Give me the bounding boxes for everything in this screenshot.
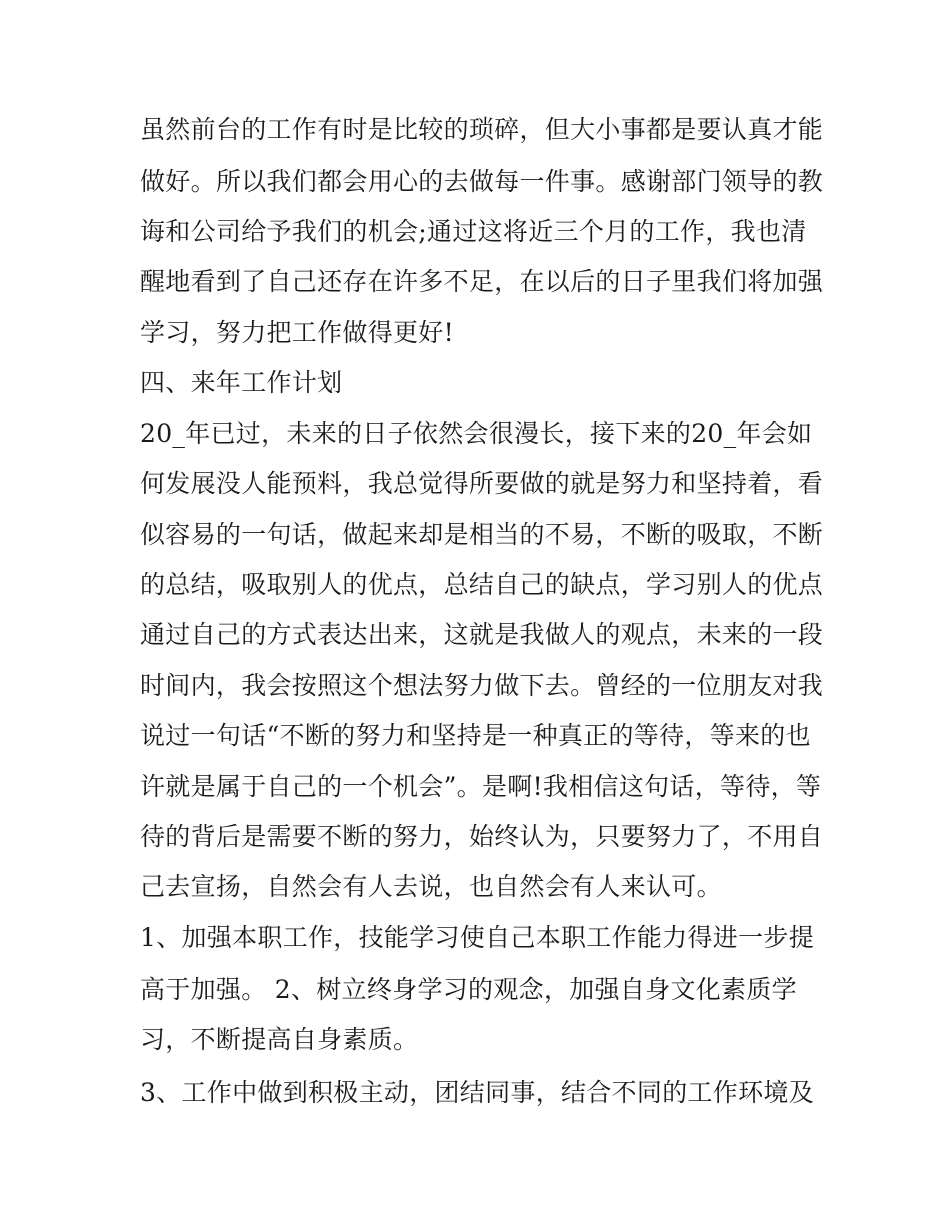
text-line: 似容易的一句话，做起来却是相当的不易，不断的吸取，不断	[140, 520, 824, 549]
text-line: 虽然前台的工作有时是比较的琐碎，但大小事都是要认真才能	[140, 115, 824, 144]
text-line: 醒地看到了自己还存在许多不足，在以后的日子里我们将加强	[140, 267, 824, 296]
text-line: 时间内，我会按照这个想法努力做下去。曾经的一位朋友对我	[140, 671, 824, 700]
text-line: 何发展没人能预料，我总觉得所要做的就是努力和坚持着，看	[140, 469, 824, 498]
text-line: 己去宣扬，自然会有人去说，也自然会有人来认可。	[140, 872, 722, 901]
list-item: 1、加强本职工作，技能学习使自己本职工作能力得进一步提	[140, 923, 815, 952]
text-line: 的总结，吸取别人的优点，总结自己的缺点，学习别人的优点	[140, 570, 824, 599]
text-line: 学习，努力把工作做得更好!	[140, 318, 454, 347]
list-item: 3、工作中做到积极主动，团结同事，结合不同的工作环境及	[140, 1078, 815, 1107]
text-line: 说过一句话“不断的努力和坚持是一种真正的等待，等来的也	[140, 721, 811, 750]
text-line: 做好。所以我们都会用心的去做每一件事。感谢部门领导的教	[140, 167, 824, 196]
section-heading: 四、来年工作计划	[140, 368, 343, 397]
text-line: 诲和公司给予我们的机会;通过这将近三个月的工作，我也清	[140, 217, 807, 246]
list-item: 高于加强。 2、树立终身学习的观念，加强自身文化素质学	[140, 975, 797, 1004]
text-line: 待的背后是需要不断的努力，始终认为，只要努力了，不用自	[140, 822, 824, 851]
text-line: 20_年已过，未来的日子依然会很漫长，接下来的20_年会如	[140, 419, 813, 448]
text-line: 通过自己的方式表达出来，这就是我做人的观点，未来的一段	[140, 620, 824, 649]
text-line: 许就是属于自己的一个机会”。是啊!我相信这句话，等待，等	[140, 772, 822, 801]
list-item: 习，不断提高自身素质。	[140, 1025, 419, 1054]
